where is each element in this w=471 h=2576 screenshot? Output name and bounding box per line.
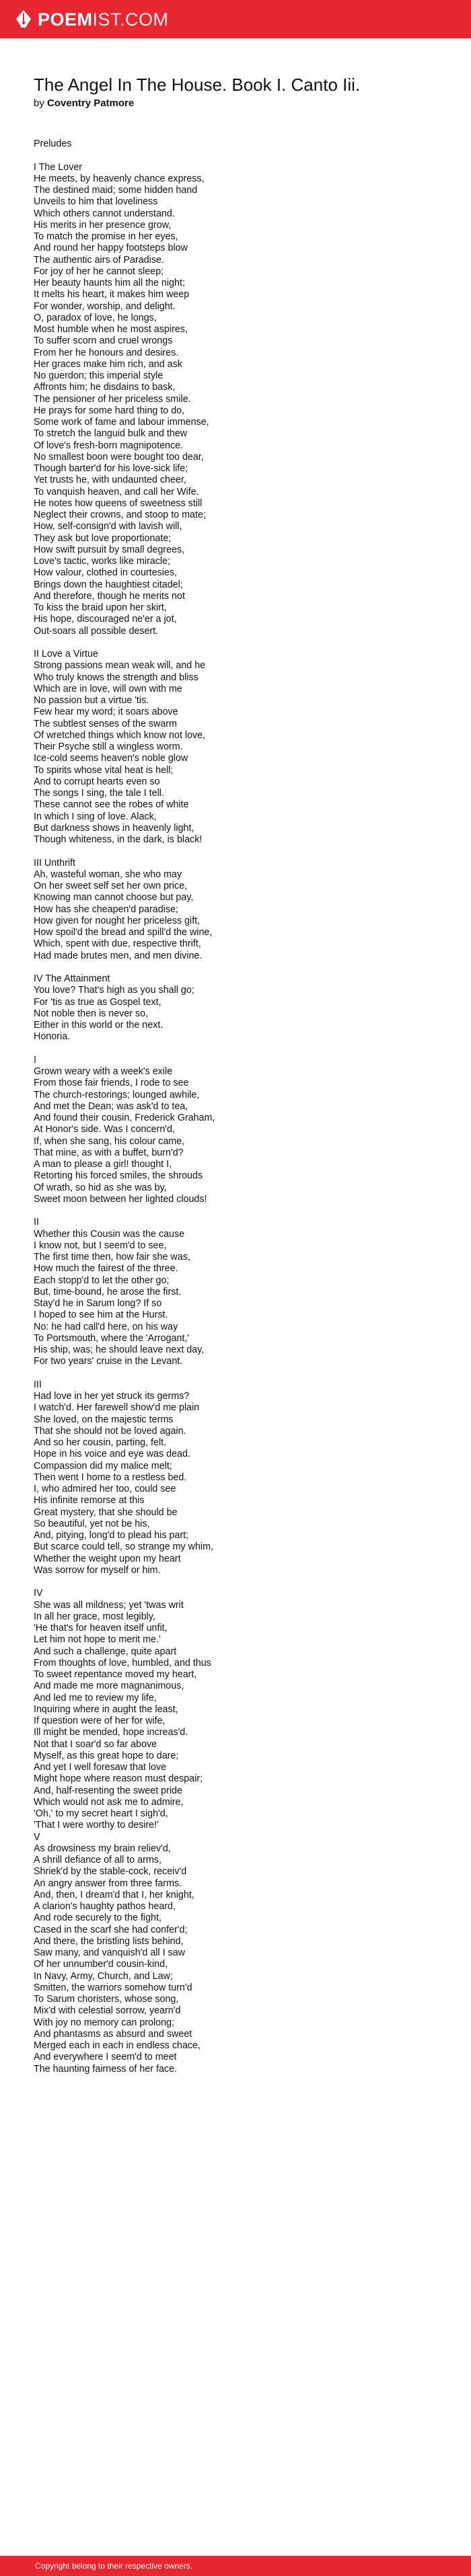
author-link[interactable]: Coventry Patmore: [47, 97, 135, 109]
site-logo[interactable]: [15, 9, 169, 30]
logo-text: [38, 9, 169, 30]
poem-text: Preludes I The Lover He meets, by heavenly chance express, The destined maid; some hidden hand Unveils to him that loveliness Which others cannot understand. His merits in her presence grow, To match the promise in her eyes, And round her happy footsteps blow The authentic airs of Paradise. For joy of her he cannot sleep; Her beauty haunts him all the night; It melts his heart, it makes him weep For wonder, worship, and delight. O, paradox of love, he longs, Most humble when he most aspires, To suffer scorn and cruel wrongs From her he honours and desires. Her graces make him rich, and ask No guerdon; this imperial style Affronts him; he disdains to bask, The pensioner of her priceless smile. He prays for some hard thing to do, Some work of fame and labour immense, To stretch the languid bulk and thew Of love's fresh-born magnipotence. No smallest boon were bought too dear, Though barter'd for his love-sick life; Yet trusts he, with undaunted cheer, To vanquish heaven, and call her Wife. He notes how queens of sweetness still Neglect their crowns, and stoop to mate; How, self-consign'd with lavish will, They ask but love proportionate; How swift pursuit by small degrees, Love's tactic, works like miracle; How valour, clothed in courtesies, Brings down the haughtiest citadel; And therefore, though he merits not To kiss the braid upon her skirt, His hope, discouraged ne'er a jot, Out-soars all possible desert. II Love a Virtue Strong passions mean weak will, and he Who truly knows the strength and bliss Which are in love, will own with me No passion but a virtue 'tis. Few hear my word; it soars above The subtlest senses of the swarm Of wretched things which know not love, Their Psyche still a wingless worm. Ice-cold seems heaven's noble glow To spirits whose vital heat is hell; And to corrupt hearts even so The songs I sing, the tale I tell. These cannot see the robes of white In which I sing of love. Alack, But darkness shows in heavenly light, Though whiteness, in the dark, is black! III Unthrift Ah, wasteful woman, she who may On her sweet self set her own price, Knowing man cannot choose but pay, How has she cheapen'd paradise; How given for nought her priceless gift, How spoil'd the bread and spill'd the wine, Which, spent with due, respective thrift, Had made brutes men, and men divine. IV The Attainment You love? That's high as you shall go; For 'tis as true as Gospel text, Not noble then is never so, Either in this world or the next. Honoria. I Grown weary with a week's exile From those fair friends, I rode to see The church-restorings; lounged awhile, And met the Dean; was ask'd to tea, And found their cousin, Frederick Graham, At Honor's side. Was I concern'd, If, when she sang, his colour came, That mine, as with a buffet, burn'd? A man to please a girl! thought I, Retorting his forced smiles, the shrouds Of wrath, so hid as she was by, Sweet moon between her lighted clouds! II Whether this Cousin was the cause I know not, but I seem'd to see, The first time then, how fair she was, How much the fairest of the three. Each stopp'd to let the other go; But, time-bound, he arose the first. Stay'd he in Sarum long? If so I hoped to see him at the Hurst. No: he had call'd here, on his way To Portsmouth, where the 'Arrogant,' His ship, was; he should leave next day, For two years' cruise in the Levant. III Had love in her yet struck its germs? I watch'd. Her farewell show'd me plain She loved, on the majestic terms That she should not be loved again. And so her cousin, parting, felt. Hope in his voice and eye was dead. Compassion did my malice melt; Then went I home to a restless bed. I, who admired her too, could see His infinite remorse at this Great mystery, that she should be So beautiful, yet not be his, And, pitying, long'd to plead his part; But scarce could tell, so strange my whim, Whether the weight upon my heart Was sorrow for myself or him. IV She was all mildness; yet 'twas writ In all her grace, most legibly, 'He that's for heaven itself unfit, Let him not hope to merit me.' And such a challenge, quite apart From thoughts of love, humbled, and thus To sweet repentance moved my heart, And made me more magnanimous, And led me to review my life, Inquiring where in aught the least, If question were of her for wife, Ill might be mended, hope increas'd. Not that I soar'd so far above Myself, as this great hope to dare; And yet I well foresaw that love Might hope where reason must despair; And, half-resenting the sweet pride Which would not ask me to admire, 'Oh,' to my secret heart I sigh'd, 'That I were worthy to desire!' V As drowsiness my brain reliev'd, A shrill defiance of all to arms, Shriek'd by the stable-cock, receiv'd An angry answer from three farms. And, then, I dream'd that I, her knight, A clarion's haughty pathos heard, And rode securely to the fight, Cased in the scarf she had confer'd; And there, the bristling lists behind, Saw many, and vanquish'd all I saw Of her unnumber'd cousin-kind, In Navy, Army, Church, and Law; Smitten, the warriors somehow turn'd To Sarum choristers, whose song, Mix'd with celestial sorrow, yearn'd With joy no memory can prolong; And phantasms as absurd and sweet Merged each in each in endless chace, And everywhere I seem'd to meet The haunting fairness of her face.: [34, 138, 215, 2075]
copyright-text: Copyright belong to their respective owners.: [35, 2561, 193, 2571]
logo-text-bold: POEM: [38, 9, 93, 30]
poem-title: The Angel In The House. Book I. Canto Iii.: [34, 75, 361, 95]
pen-nib-icon: [15, 9, 32, 30]
footer: [0, 2556, 471, 2576]
by-label: by: [34, 97, 44, 109]
logo-text-light: IST.COM: [92, 9, 169, 30]
poem-content: [34, 74, 444, 2075]
byline: [34, 97, 444, 110]
top-bar: [0, 0, 471, 38]
